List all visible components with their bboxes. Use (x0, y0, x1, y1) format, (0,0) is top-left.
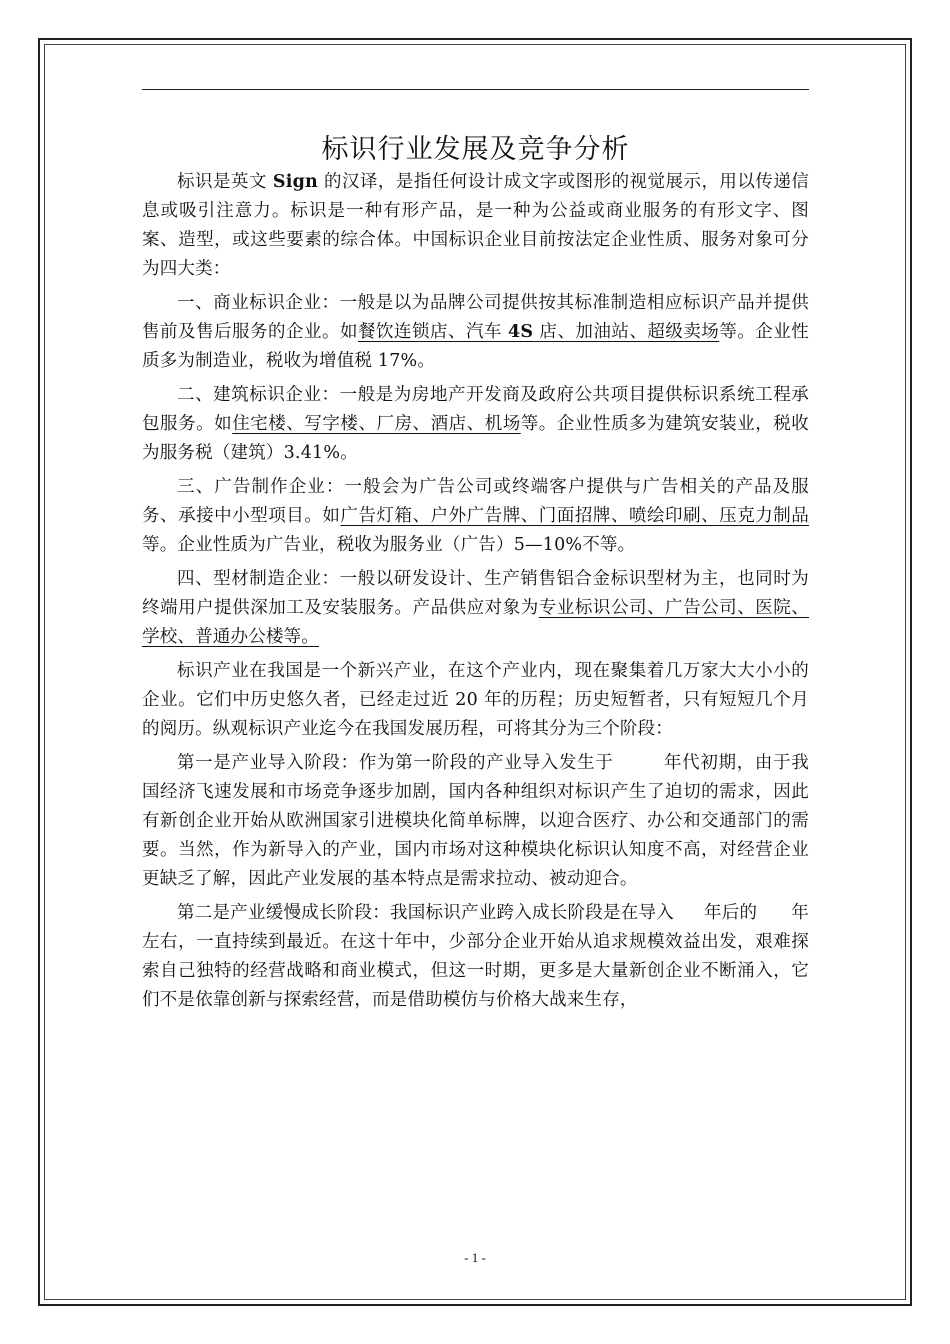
text-segment: 二、建筑标识企业：一般是为房地产开发商及政府公共项目提供标识系统工程承包服务。如 (142, 385, 809, 434)
paragraph-profile (142, 565, 809, 652)
text-segment: 标识是英文 (177, 172, 267, 192)
text-segment: 等。企业性质为广告业，税收为服务业（广告）5—10%不等。 (142, 535, 636, 555)
text-segment: 餐饮连锁店、汽车 (357, 322, 502, 342)
page-number: - 1 - (464, 1250, 486, 1265)
paragraph-stage-two (142, 899, 809, 1015)
paragraph-advertising (142, 473, 809, 560)
text-segment: 年左右，一直持续到最近。在这十年中，少部分企业开始从追求规模效益出发，艰难探索自己独特的经营战略和商业模式，但这一时期，更多是大量新创企业不断涌入，它们不是依靠创新与探索经营，而是借助模仿与价格大战来生存， (142, 903, 809, 1010)
text-segment: 第一是产业导入阶段：作为第一阶段的产业导入发生于 (177, 753, 614, 773)
underlined-examples: 广告灯箱、户外广告牌、门面招牌、喷绘印刷、压克力制品 (340, 506, 810, 526)
sign-term: Sign (272, 172, 318, 192)
text-segment: 的汉译，是指任何设计成文字或图形的视觉展示，用以传递信息或吸引注意力。标识是一种有形产品，是一种为公益或商业服务的有形文字、图案、造型，或这些要素的综合体。中国标识企业目前按法定企业性质、服务对象可分为四大类： (142, 172, 810, 279)
underlined-examples (358, 322, 719, 342)
text-segment: 一、商业标识企业：一般是以为品牌公司提供按其标准制造相应标识产品并提供售前及售后服务的企业。如 (142, 293, 809, 342)
paragraph-industry: 标识产业在我国是一个新兴产业，在这个产业内，现在聚集着几万家大大小小的企业。它们中历史悠久者，已经走过近 20 年的历程；历史短暂者，只有短短几个月的阅历。纵观标识产业迄今在我国发展历程，可将其分为三个阶段： (142, 661, 809, 739)
document-body (142, 168, 809, 1020)
text-segment: 年后的 (703, 903, 758, 923)
text-segment: 年代初期，由于我国经济飞速发展和市场竞争逐步加剧，国内各种组织对标识产生了迫切的需求，因此有新创企业开始从欧洲国家引进模块化简单标牌，以迎合医疗、办公和交通部门的需要。当然，作为新导入的产业，国内市场对这种模块化标识认知度不高，对经营企业更缺乏了解，因此产业发展的基本特点是需求拉动、被动迎合。 (142, 753, 809, 889)
text-segment: 四、型材制造企业：一般以研发设计、生产销售铝合金标识型材为主，也同时为终端用户提供深加工及安装服务。产品供应对象为 (142, 569, 809, 618)
bold-term: 4S (508, 322, 534, 342)
text-segment: 等。企业性质多为制造业，税收为增值税 17%。 (142, 322, 810, 371)
paragraph-stage-one (142, 749, 809, 894)
text-segment: 等。企业性质多为建筑安装业，税收为服务税（建筑）3.41%。 (142, 414, 810, 463)
paragraph-construction (142, 381, 809, 468)
paragraph-intro (142, 168, 809, 284)
header-rule (142, 89, 809, 90)
underlined-examples: 住宅楼、写字楼、厂房、酒店、机场 (232, 414, 521, 434)
text-segment: 第二是产业缓慢成长阶段：我国标识产业跨入成长阶段是在导入 (177, 903, 674, 923)
text-segment: 店、加油站、超级卖场 (539, 322, 720, 342)
underlined-examples: 专业标识公司、广告公司、医院、学校、普通办公楼等。 (142, 598, 809, 647)
document-title: 标识行业发展及竞争分析 (321, 134, 630, 166)
text-segment: 三、广告制作企业：一般会为广告公司或终端客户提供与广告相关的产品及服务、承接中小型项目。如 (142, 477, 809, 526)
paragraph-commercial (142, 289, 809, 376)
